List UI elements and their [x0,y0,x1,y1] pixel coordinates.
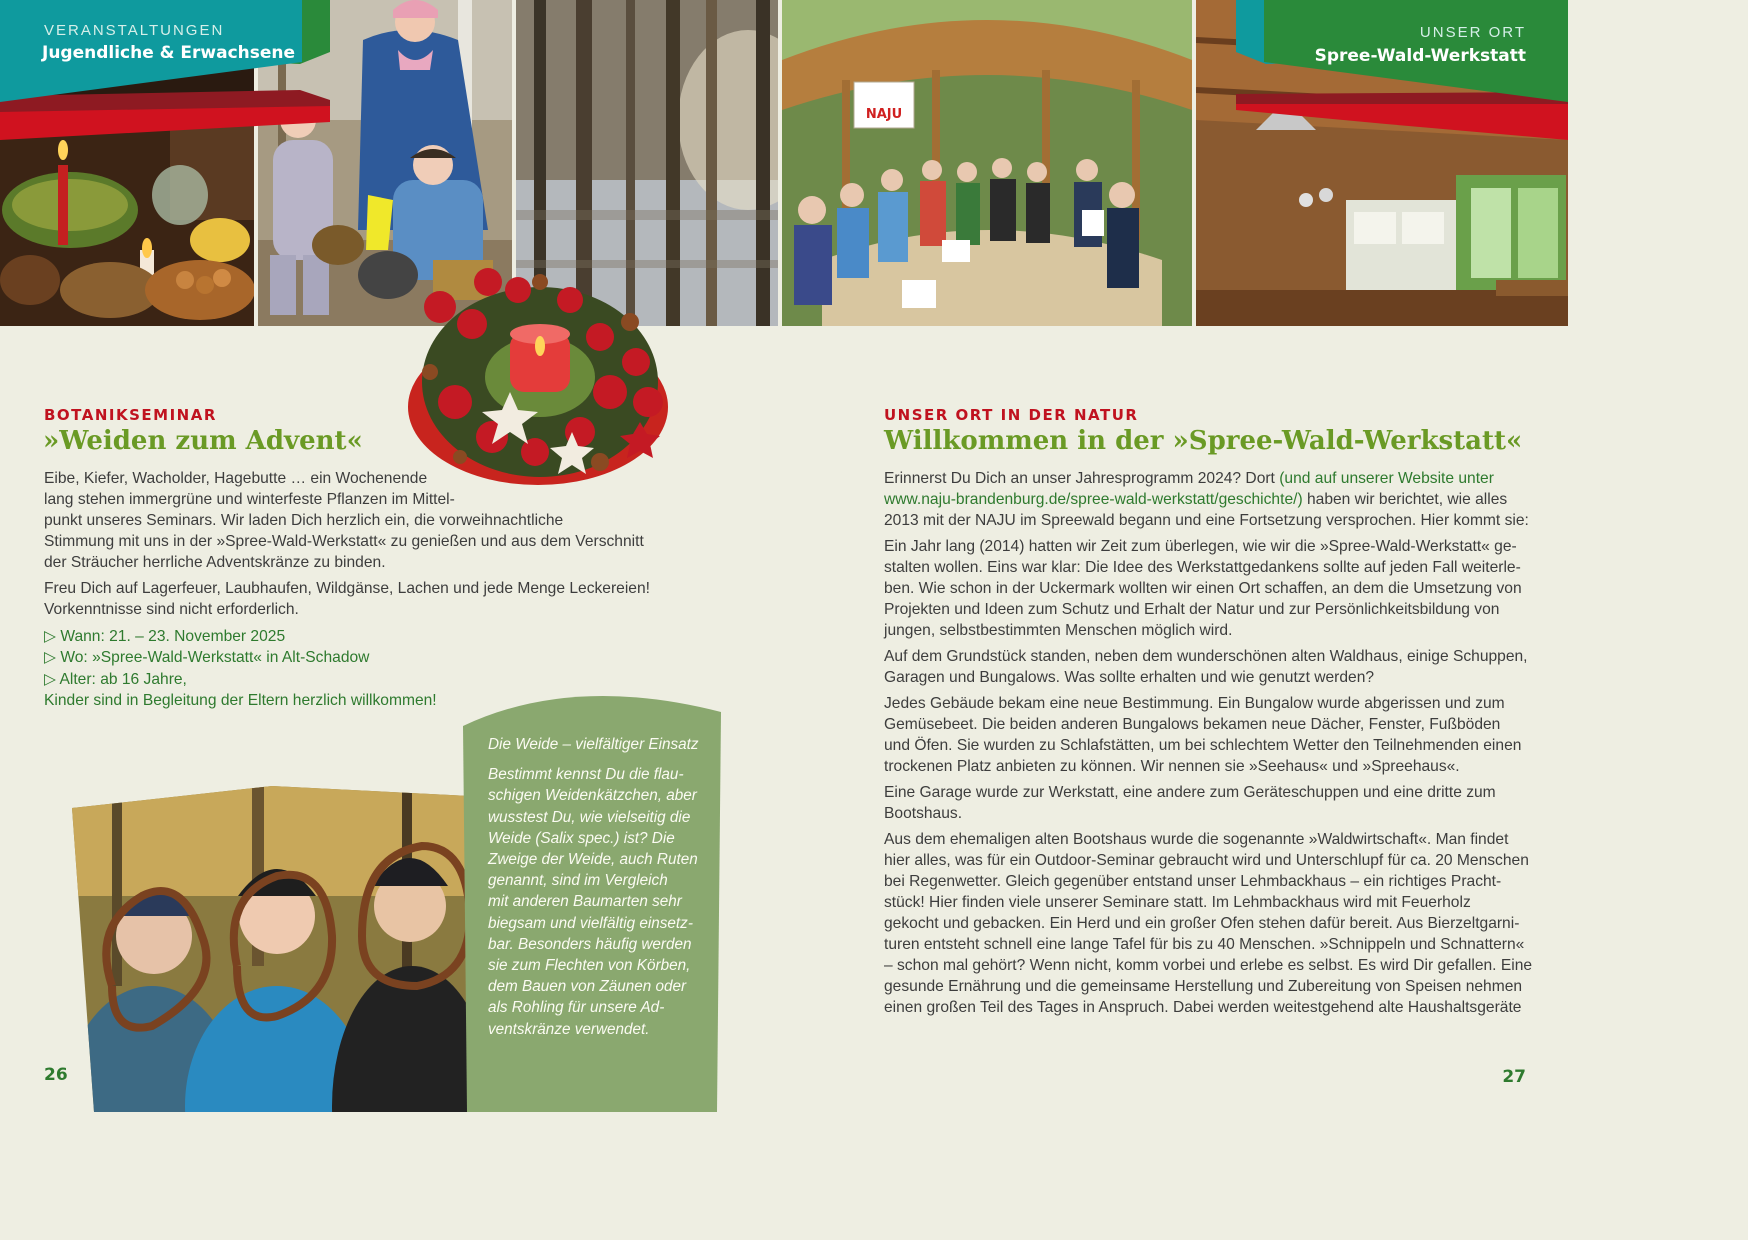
website-link[interactable]: (und auf unserer Website unter [1279,470,1494,487]
ribbon-category-right: UNSER ORT [1419,24,1526,41]
sidebox-line: Bestimmt kennst Du die flau- [488,766,684,784]
sidebox-line: bar. Besonders häufig werden [488,935,692,953]
headline-right: Willkommen in der »Spree-Wald-Werkstatt« [884,426,1523,456]
detail-age: ▷ Alter: ab 16 Jahre, [44,670,187,688]
intro-line: Eibe, Kiefer, Wacholder, Hagebutte … ein Wochenende [44,470,428,487]
sidebox-title: Die Weide – vielfältiger Einsatz [488,736,699,753]
ribbon-category-left: VERANSTALTUNGEN [44,22,225,39]
article-line: und Öfen. Sie wurden zu Schlafstätten, um bei schlechtem Wetter den Teilnehmenden einen [884,737,1522,754]
headline-left: »Weiden zum Advent« [43,426,363,456]
intro-line: Freu Dich auf Lagerfeuer, Laubhaufen, Wildgänse, Lachen und jede Menge Leckereien! [44,580,650,597]
article-line: turen entsteht schnell eine lange Tafel für bis zu 40 Menschen. »Schnippeln und Schnattern« [884,936,1525,953]
article-line: bei Regenwetter. Gleich gegenüber entstand unser Lehmbackhaus – ein richtiges Pracht- [884,873,1502,890]
article-line: stück! Hier finden viele unserer Seminare statt. Im Lehmbackhaus wird mit Feuerholz [884,894,1471,911]
sidebox-text [488,734,703,1049]
article-line: Projekten und Ideen zum Schutz und Erhalt der Natur und zur Persönlichkeitsbildung von [884,601,1500,618]
article-line: trockenen Platz anbieten zu können. Wir nennen sie »Seehaus« und »Spreehaus«. [884,758,1460,775]
intro-line: lang stehen immergrüne und winterfeste Pflanzen im Mittel- [44,491,455,508]
sidebox-line: mit anderen Baumarten sehr [488,893,682,911]
sidebox-line: biegsam und vielfältig einsetz- [488,914,693,932]
page-number-right: 27 [1502,1067,1526,1087]
article-line: Garagen und Bungalows. Was sollte erhalten und wie genutzt werden? [884,669,1375,686]
sidebox-willow-info [463,694,725,1112]
article-line: gesunde Ernährung und die gemeinsame Herstellung und Zubereitung von Speisen nehmen [884,978,1523,995]
sidebox-line: als Rohling für unsere Ad- [488,999,665,1017]
detail-children: Kinder sind in Begleitung der Eltern herzlich willkommen! [44,691,437,709]
ribbon-title-right: Spree-Wald-Werkstatt [1314,46,1526,66]
ribbon-title-left: Jugendliche & Erwachsene [42,43,296,63]
sidebox-line: dem Bauen von Zäunen oder [488,978,687,996]
article-line: Gemüsebeet. Die beiden anderen Bungalows bekamen neue Dächer, Fenster, Fußböden [884,716,1501,733]
event-details [44,626,437,711]
section-kicker-left: BOTANIKSEMINAR [44,406,217,424]
detail-when: ▷ Wann: 21. – 23. November 2025 [44,628,286,645]
para1-text: 2013 mit der NAJU im Spreewald begann und eine Fortsetzung versprochen. Hier kommt sie: [884,512,1529,529]
para1-text: haben wir berichtet, wie alles [1302,491,1508,508]
naju-banner-text: NAJU [865,107,903,122]
section-kicker-right: UNSER ORT IN DER NATUR [884,406,1139,424]
intro-line: punkt unseres Seminars. Wir laden Dich herzlich ein, die vorweihnachtliche [44,512,564,529]
article-line: einen großen Teil des Tages in Anspruch. Dabei werden weitestgehend alte Haushaltsgeräte [884,999,1522,1016]
article-line: Jedes Gebäude bekam eine neue Bestimmung. Ein Bungalow wurde abgerissen und zum [884,695,1505,712]
intro-line: Stimmung mit uns in der »Spree-Wald-Werkstatt« zu genießen und aus dem Verschnitt [44,533,644,550]
sidebox-line: schigen Weidenkätzchen, aber [488,787,697,805]
article-line: gekocht und gebacken. Ein Herd und ein großer Ofen stehen dafür bereit. Aus Bierzeltgarni- [884,915,1520,932]
website-url[interactable]: www.naju-brandenburg.de/spree-wald-werkstatt/geschichte/) [884,491,1303,508]
para1-text: Erinnerst Du Dich an unser Jahresprogramm 2024? Dort [884,470,1280,487]
sidebox-line: ventskränze verwendet. [488,1020,650,1038]
advent-wreath-image [400,262,685,494]
sidebox-line: Weide (Salix spec.) ist? Die [488,829,675,847]
article-line: stalten wollen. Eins war klar: Die Idee des Werkstattgedankens sollte auf jeden Fall weiterle- [884,559,1521,576]
intro-line: Vorkenntnisse sind nicht erforderlich. [44,601,299,618]
article-line: ben. Wie schon in der Uckermark wollten wir einen Ort schaffen, an dem die Umsetzung von [884,580,1522,597]
intro-line: der Sträucher herrliche Adventskränze zu binden. [44,554,386,571]
category-ribbon-right [1236,0,1568,142]
article-line: hier alles, was für ein Outdoor-Seminar gebraucht wird und Unterschlupf für ca. 20 Menschen [884,852,1529,869]
article-line: Eine Garage wurde zur Werkstatt, eine andere zum Geräteschuppen und eine dritte zum [884,784,1496,801]
article-line: Auf dem Grundstück standen, neben dem wunderschönen alten Waldhaus, einige Schuppen, [884,648,1528,665]
article-line: jungen, selbstbestimmten Menschen möglich wird. [884,622,1233,639]
sidebox-line: sie zum Flechten von Körben, [488,957,691,975]
intro-text-left [44,468,654,625]
article-line: – schon mal gehört? Wenn nicht, komm vorbei und erlebe es selbst. Es wird Dir gefallen. Eine [884,957,1533,974]
sidebox-line: Zweige der Weide, auch Ruten [488,851,698,869]
detail-where: ▷ Wo: »Spree-Wald-Werkstatt« in Alt-Schadow [44,649,370,667]
article-line: Bootshaus. [884,805,963,822]
article-line: Ein Jahr lang (2014) hatten wir Zeit zum überlegen, wie wir die »Spree-Wald-Werkstatt« ge- [884,538,1517,555]
sidebox-line: genannt, sind im Vergleich [488,872,668,890]
page-number-left: 26 [44,1065,68,1085]
sidebox-line: wusstest Du, wie vielseitig die [488,808,691,826]
article-line: Aus dem ehemaligen alten Bootshaus wurde die sogenannte »Waldwirtschaft«. Man findet [884,831,1509,848]
article-text-right [884,468,1534,1023]
photo-group-pavilion [782,0,1192,326]
photo-willow-wreaths [72,786,470,1112]
